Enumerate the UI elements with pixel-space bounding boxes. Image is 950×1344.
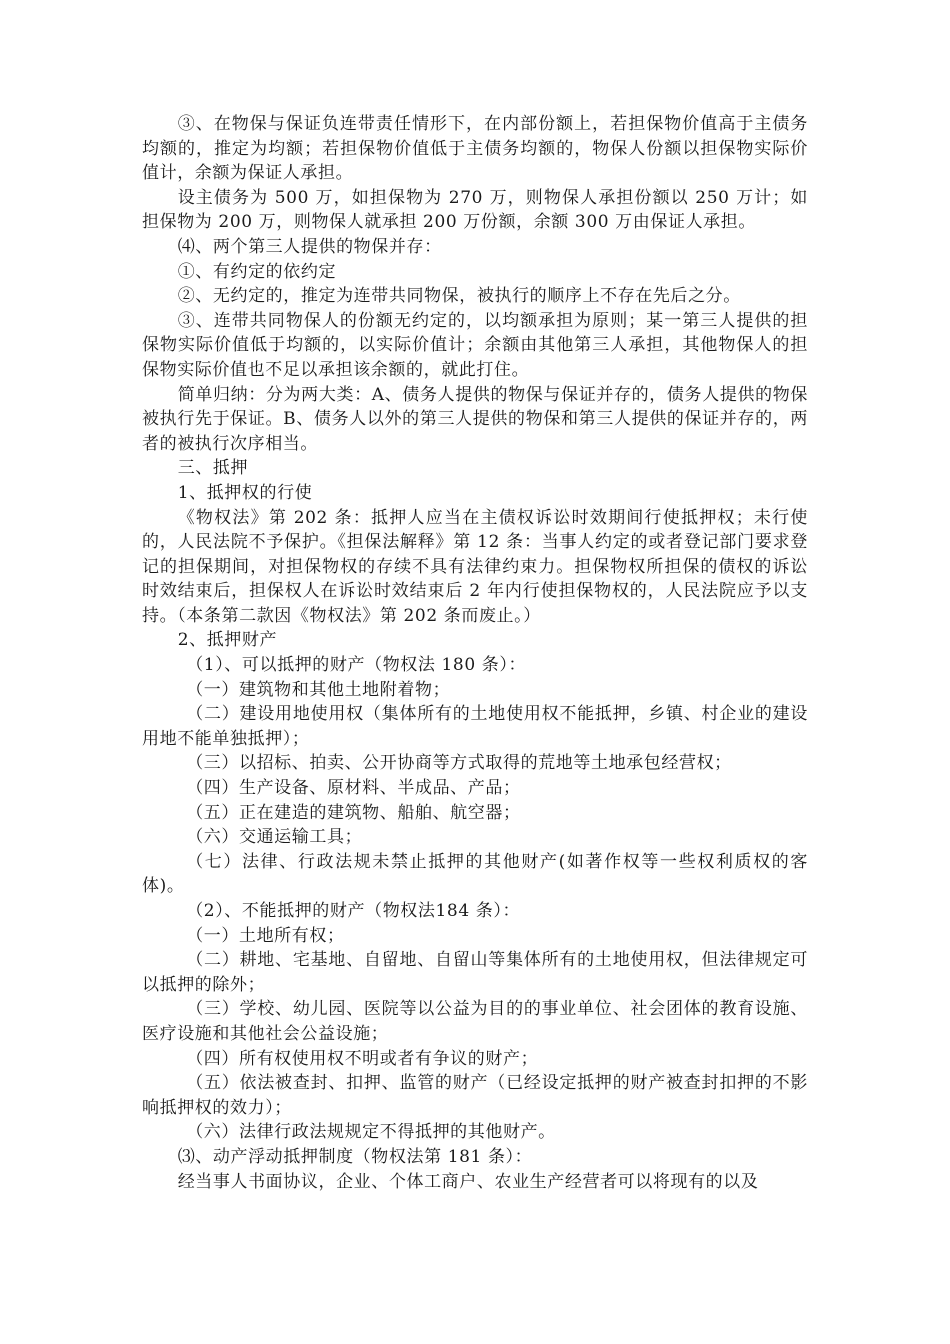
document-body bbox=[142, 112, 808, 1194]
paragraph-item-3: ③、连带共同物保人的份额无约定的，以均额承担为原则；某一第三人提供的担保物实际价值低于均额的，以实际价值计；余额由其他第三人承担，其他物保人的担保物实际价值也不足以承担该余额的，就此打住。 bbox=[142, 310, 808, 380]
subsection-heading-exercise: 1、抵押权的行使 bbox=[177, 482, 313, 503]
list-item: （三）以招标、拍卖、公开协商等方式取得的荒地等土地承包经营权； bbox=[186, 753, 732, 774]
list-heading-non-mortgageable: （2）、不能抵押的财产（物权法184 条）： bbox=[186, 901, 521, 921]
paragraph-joint-liability-rule: ③、在物保与保证负连带责任情形下，在内部份额上，若担保物价值高于主债务均额的，推定为均额；若担保物价值低于主债务均额的，物保人份额以担保物实际价值计，余额为保证人承担。 bbox=[142, 114, 808, 184]
list-heading-floating-charge: ⑶、动产浮动抵押制度（物权法第 181 条）： bbox=[177, 1146, 533, 1167]
paragraph-item-1: ①、有约定的依约定 bbox=[177, 261, 337, 282]
list-item: （六）法律行政法规规定不得抵押的其他财产。 bbox=[186, 1122, 556, 1143]
paragraph-floating-charge: 经当事人书面协议，企业、个体工商户、农业生产经营者可以将现有的以及 bbox=[177, 1171, 759, 1192]
list-item: （四）所有权使用权不明或者有争议的财产； bbox=[186, 1048, 539, 1069]
list-item: （七）法律、行政法规未禁止抵押的其他财产(如著作权等一些权利质权的客体)。 bbox=[142, 851, 808, 897]
paragraph-example: 设主债务为 500 万，如担保物为 270 万，则物保人承担份额以 250 万计；如担保物为 200 万，则物保人就承担 200 万份额，余额 300 万由保证人承担。 bbox=[142, 187, 808, 233]
list-item: （五）依法被查封、扣押、监管的财产（已经设定抵押的财产被查封扣押的不影响抵押权的效力）； bbox=[142, 1073, 808, 1118]
list-item: （二）建设用地使用权（集体所有的土地使用权不能抵押，乡镇、村企业的建设用地不能单独抵押）； bbox=[142, 704, 808, 749]
list-item: （二）耕地、宅基地、自留地、自留山等集体所有的土地使用权，但法律规定可以抵押的除外； bbox=[142, 950, 808, 995]
list-item: （六）交通运输工具； bbox=[186, 827, 363, 848]
list-item: （一）建筑物和其他土地附着物； bbox=[186, 679, 451, 700]
list-item: （一）土地所有权； bbox=[186, 925, 345, 946]
paragraph-item-2: ②、无约定的，推定为连带共同物保，被执行的顺序上不存在先后之分。 bbox=[177, 286, 741, 307]
list-heading-mortgageable: （1）、可以抵押的财产（物权法 180 条）： bbox=[186, 655, 527, 676]
section-heading-mortgage: 三、抵押 bbox=[177, 458, 249, 479]
subsection-heading-property: 2、抵押财产 bbox=[177, 630, 278, 651]
list-item: （五）正在建造的建筑物、船舶、航空器； bbox=[186, 802, 521, 823]
paragraph-article-202: 《物权法》第 202 条：抵押人应当在主债权诉讼时效期间行使抵押权；未行使的，人民法院不予保护。《担保法解释》第 12 条：当事人约定的或者登记部门要求登记的担保期间，对担保物权的存续不具有法律约束力。担保物权所担保的债权的诉讼时效结束后，担保权人在诉讼时效结束后 2 年内行使担保物权的，人民法院应予以支持。（本条第二款因《物权法》第 202 条而废止。） bbox=[142, 507, 808, 626]
list-item: （三）学校、幼儿园、医院等以公益为目的的事业单位、社会团体的教育设施、医疗设施和其他社会公益设施； bbox=[142, 999, 808, 1044]
paragraph-summary: 简单归纳：分为两大类：A、债务人提供的物保与保证并存的，债务人提供的物保被执行先于保证。B、债务人以外的第三人提供的物保和第三人提供的保证并存的，两者的被执行次序相当。 bbox=[142, 384, 808, 454]
list-item: （四）生产设备、原材料、半成品、产品； bbox=[186, 778, 521, 799]
paragraph-heading-two-third-parties: ⑷、两个第三人提供的物保并存： bbox=[177, 236, 442, 257]
